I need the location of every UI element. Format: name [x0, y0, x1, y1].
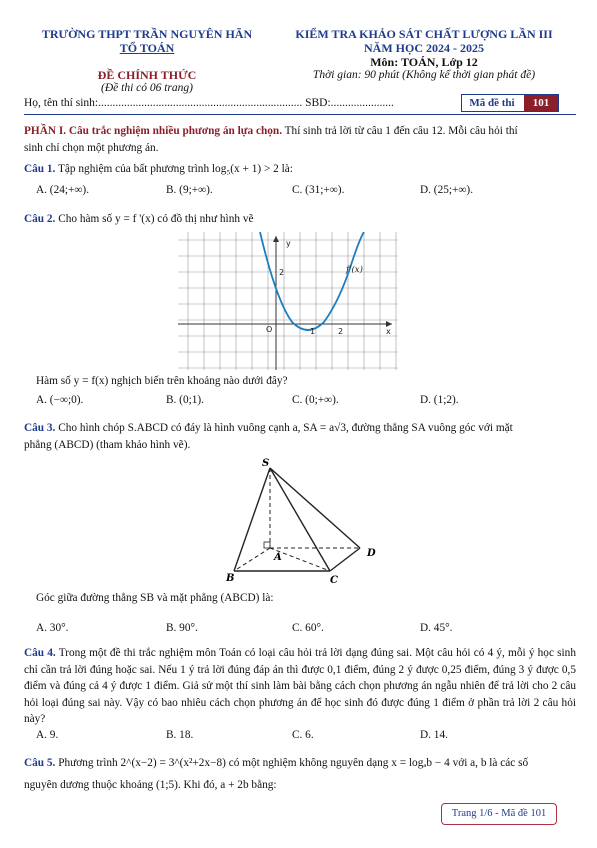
q2-option-a[interactable]: A. (−∞;0). — [36, 394, 84, 406]
page-footer: Trang 1/6 - Mã đề 101 — [441, 803, 557, 825]
q2-option-c[interactable]: C. (0;+∞). — [292, 394, 339, 406]
q1-text: Tập nghiệm của bất phương trình log₅(x + 1) > 2 là: — [58, 163, 293, 175]
graph-y-arrow — [273, 236, 279, 242]
official-label: ĐỀ CHÍNH THỨC — [97, 68, 197, 82]
right-angle-mark — [264, 542, 270, 548]
q4-option-c[interactable]: C. 6. — [292, 729, 314, 741]
candidate-line: Họ, tên thí sinh:....................................................................... SBD:...................... — [24, 97, 394, 109]
part1-title: PHẦN I. Câu trắc nghiệm nhiều phương án lựa chọn. — [24, 125, 283, 137]
question-4 — [24, 645, 576, 728]
pyramid-solid-edges — [234, 468, 360, 571]
q1-option-d[interactable]: D. (25;+∞). — [420, 184, 474, 196]
graph-curve-label: f'(x) — [346, 265, 363, 275]
vertex-a: A — [274, 552, 282, 563]
q4-option-d[interactable]: D. 14. — [420, 729, 448, 741]
derivative-graph — [178, 232, 398, 370]
graph-grid — [178, 232, 398, 370]
q4-option-b[interactable]: B. 18. — [166, 729, 194, 741]
exam-title: KIỂM TRA KHẢO SÁT CHẤT LƯỢNG LẦN III — [295, 27, 553, 41]
q5-text-2: nguyên dương thuộc khoảng (1;5). Khi đó, a + 2b bằng: — [24, 779, 277, 791]
question-5 — [24, 752, 576, 796]
vertex-d: D — [367, 548, 376, 559]
q1-label: Câu 1. — [24, 163, 56, 175]
graph-tick-x-2: 2 — [338, 327, 344, 336]
q4-label: Câu 4. — [24, 647, 56, 659]
graph-y-label: y — [286, 239, 291, 248]
exam-code-value: 101 — [524, 95, 558, 111]
school-name: TRƯỜNG THPT TRẦN NGUYÊN HÃN — [41, 27, 253, 41]
q1-option-b[interactable]: B. (9;+∞). — [166, 184, 213, 196]
subject: Môn: TOÁN, Lớp 12 — [370, 55, 478, 69]
exam-code-label: Mã đề thi — [469, 97, 515, 109]
q2-label: Câu 2. — [24, 213, 56, 225]
graph-x-label: x — [386, 327, 391, 336]
q1-option-c[interactable]: C. (31;+∞). — [292, 184, 345, 196]
pyramid-figure — [226, 456, 396, 586]
q1-option-a[interactable]: A. (24;+∞). — [36, 184, 90, 196]
q3-text-2: phẳng (ABCD) (tham khảo hình vẽ). — [24, 438, 191, 451]
graph-tick-x-1: 1 — [310, 327, 316, 336]
vertex-c: C — [330, 575, 338, 586]
q3-option-d[interactable]: D. 45°. — [420, 622, 453, 634]
q3-label: Câu 3. — [24, 422, 56, 434]
pyramid-hidden-edges — [234, 468, 360, 571]
part1-instructions-2: sinh chỉ chọn một phương án. — [24, 141, 159, 154]
graph-origin-label: O — [266, 325, 273, 334]
part1-instructions-1: Thí sinh trả lời từ câu 1 đến câu 12. Mỗi câu hỏi thí — [282, 125, 518, 137]
q5-label: Câu 5. — [24, 757, 56, 769]
exam-code-box — [461, 94, 559, 112]
q3-option-a[interactable]: A. 30°. — [36, 622, 69, 634]
question-2 — [24, 213, 253, 225]
department: TỔ TOÁN — [119, 41, 175, 55]
exam-time: Thời gian: 90 phút (Không kể thời gian phát đề) — [312, 69, 536, 81]
q2-followup: Hàm số y = f(x) nghịch biến trên khoảng nào dưới đây? — [36, 375, 288, 387]
school-year: NĂM HỌC 2024 - 2025 — [364, 41, 484, 55]
q3-followup: Góc giữa đường thẳng SB và mặt phẳng (ABCD) là: — [36, 592, 274, 604]
q3-option-c[interactable]: C. 60°. — [292, 622, 324, 634]
question-3 — [24, 420, 576, 453]
vertex-b: B — [226, 573, 235, 584]
q2-option-d[interactable]: D. (1;2). — [420, 394, 459, 406]
graph-tick-y-2: 2 — [279, 268, 285, 277]
vertex-s: S — [262, 458, 270, 469]
q5-text-1: Phương trình 2^(x−2) = 3^(x²+2x−8) có một nghiệm không nguyên dạng x = logₐb − 4 với a, b là các số — [58, 757, 529, 769]
q2-text: Cho hàm số y = f '(x) có đồ thị như hình vẽ — [58, 213, 254, 225]
q4-text: Trong một đề thi trắc nghiệm môn Toán có loại câu hỏi trả lời dạng đúng sai. Một câu hỏi có 4 ý, mỗi ý học sinh chỉ cần trả lời đúng hoặc sai. Nếu 1 ý trả lời đúng đáp án thì được 0,1 điểm, đúng 2 ý được 0,25 điểm, đúng 3 ý được 0,5 điểm và đúng cả 4 ý được 1 điểm. Giả sử một thí sinh làm bài bằng cách chọn phương án ngẫu nhiên để trả lời cho 2 câu hỏi loại đúng sai này. Vậy có bao nhiêu cách chọn phương án để học sinh đó được đúng 1 điểm ở phần trả lời 2 câu hỏi này? — [24, 647, 576, 725]
question-1 — [24, 163, 293, 175]
q3-option-b[interactable]: B. 90°. — [166, 622, 198, 634]
pages-note: (Đề thi có 06 trang) — [101, 82, 193, 94]
q2-option-b[interactable]: B. (0;1). — [166, 394, 204, 406]
q3-text-1: Cho hình chóp S.ABCD có đáy là hình vuông cạnh a, SA = a√3, đường thẳng SA vuông góc với mặt — [58, 422, 513, 434]
header-divider — [24, 114, 576, 115]
q4-option-a[interactable]: A. 9. — [36, 729, 59, 741]
part1-instructions — [24, 123, 576, 156]
